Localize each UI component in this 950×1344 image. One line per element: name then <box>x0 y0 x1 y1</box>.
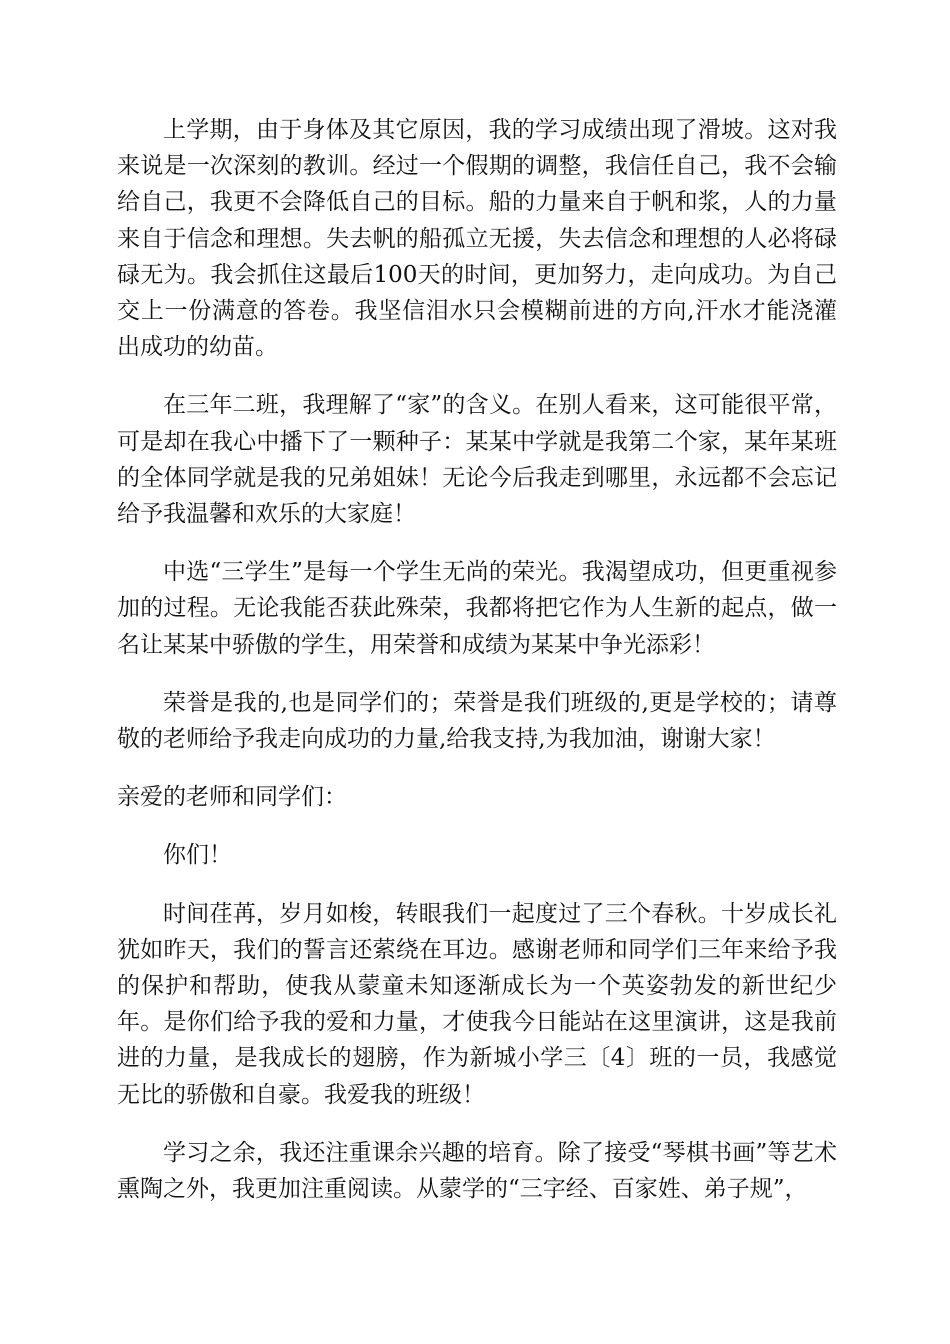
paragraph-6: 学习之余，我还注重课余兴趣的培育。除了接受“琴棋书画”等艺术熏陶之外，我更加注重阅读。从蒙学的“三字经、百家姓、弟子规”， <box>117 1139 837 1203</box>
document-body <box>117 112 837 1229</box>
paragraph-1: 上学期，由于身体及其它原因，我的学习成绩出现了滑坡。这对我来说是一次深刻的教训。经过一个假期的调整，我信任自己，我不会输给自己，我更不会降低自己的目标。船的力量来自于帆和浆，人的力量来自于信念和理想。失去帆的船孤立无援，失去信念和理想的人必将碌碌无为。我会抓住这最后100天的时间，更加努力，走向成功。为自己交上一份满意的答卷。我坚信泪水只会模糊前进的方向,汗水才能浇灌出成功的幼苗。 <box>117 117 837 361</box>
greeting: 你们！ <box>163 842 232 869</box>
paragraph-4: 荣誉是我的,也是同学们的；荣誉是我们班级的,更是学校的；请尊敬的老师给予我走向成功的力量,给我支持,为我加油，谢谢大家！ <box>117 689 837 753</box>
salutation: 亲爱的老师和同学们： <box>117 784 347 811</box>
paragraph-5: 时间荏苒，岁月如梭，转眼我们一起度过了三个春秋。十岁成长礼犹如昨天，我们的誓言还萦绕在耳边。感谢老师和同学们三年来给予我的保护和帮助，使我从蒙童未知逐渐成长为一个英姿勃发的新世纪少年。是你们给予我的爱和力量，才使我今日能站在这里演讲，这是我前进的力量，是我成长的翅膀，作为新城小学三〔4〕班的一员，我感觉无比的骄傲和自豪。我爱我的班级！ <box>117 900 837 1108</box>
paragraph-2: 在三年二班，我理解了“家”的含义。在别人看来，这可能很平常，可是却在我心中播下了一颗种子：某某中学就是我第二个家，某年某班的全体同学就是我的兄弟姐妹！无论今后我走到哪里，永远都不会忘记给予我温馨和欢乐的大家庭！ <box>117 392 837 528</box>
paragraph-3: 中选“三学生”是每一个学生无尚的荣光。我渴望成功，但更重视参加的过程。无论我能否获此殊荣，我都将把它作为人生新的起点，做一名让某某中骄傲的学生，用荣誉和成绩为某某中争光添彩！ <box>117 559 837 658</box>
